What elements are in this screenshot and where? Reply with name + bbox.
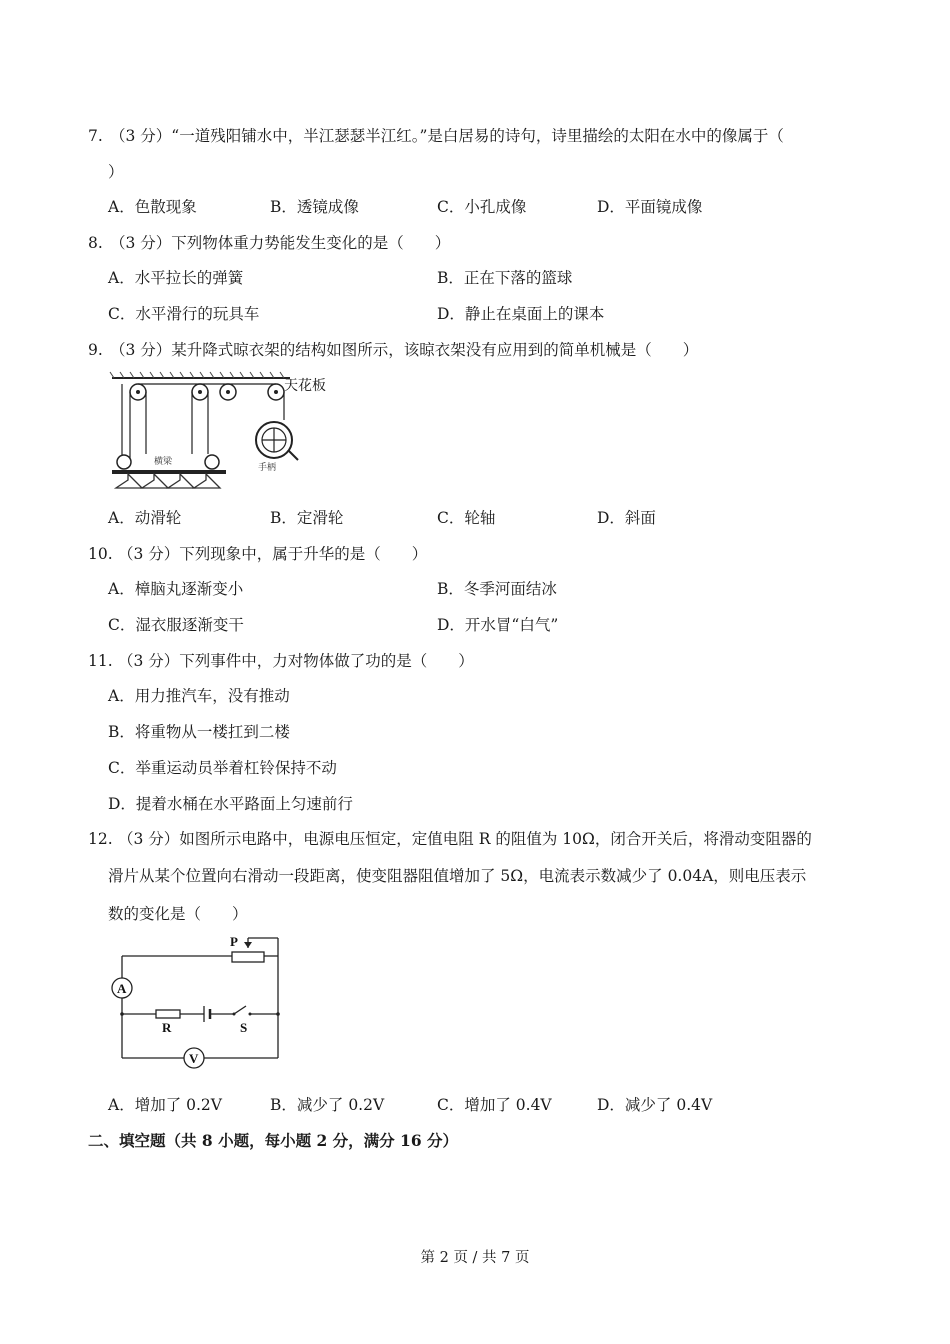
q11-option-a: A．用力推汽车，没有推动 [108, 687, 290, 705]
q12-stem-line2: 滑片从某个位置向右滑动一段距离，使变阻器阻值增加了 5Ω，电流表示数减少了 0.04A，则电压表示 [108, 867, 807, 885]
q7-option-b: B．透镜成像 [270, 198, 359, 216]
q12-stem-line3: 数的变化是（ ） [108, 905, 248, 923]
q11-number: 11. [88, 652, 113, 670]
q12-option-b: B．减少了 0.2V [270, 1096, 385, 1114]
q10-number: 10. [88, 545, 113, 563]
q8-option-b: B．正在下落的篮球 [437, 269, 573, 287]
q8-option-a: A．水平拉长的弹簧 [108, 269, 244, 287]
q10-stem: （3 分）下列现象中，属于升华的是（ ） [118, 545, 428, 563]
q9-stem: （3 分）某升降式晾衣架的结构如图所示，该晾衣架没有应用到的简单机械是（ ） [110, 341, 699, 359]
q9-option-b: B．定滑轮 [270, 509, 344, 527]
ceiling-label: 天花板 [284, 377, 326, 393]
q8-option-c: C．水平滑行的玩具车 [108, 305, 260, 323]
q10-option-b: B．冬季河面结冰 [437, 580, 557, 598]
q9-option-c: C．轮轴 [437, 509, 496, 527]
q11-option-b: B．将重物从一楼扛到二楼 [108, 723, 290, 741]
section-title: 二、填空题（共 8 小题，每小题 2 分，满分 16 分） [88, 1131, 459, 1150]
q10-option-a: A．樟脑丸逐渐变小 [108, 580, 244, 598]
switch-label: S [240, 1020, 248, 1035]
q9-option-a: A．动滑轮 [108, 509, 182, 527]
clothes-rack-figure [108, 370, 348, 495]
q7-stem-line2: ） [108, 163, 124, 181]
voltmeter-label: V [189, 1051, 199, 1066]
q12-option-a: A．增加了 0.2V [108, 1096, 222, 1114]
q11-stem: （3 分）下列事件中，力对物体做了功的是（ ） [118, 652, 474, 670]
q10-option-d: D．开水冒“白气” [437, 616, 559, 634]
circuit-figure [104, 934, 284, 1072]
q12-number: 12. [88, 830, 113, 848]
q7-option-d: D．平面镜成像 [597, 198, 703, 216]
q12-option-d: D．减少了 0.4V [597, 1096, 713, 1114]
q7-stem-line1: （3 分）“一道残阳铺水中，半江瑟瑟半江红。”是白居易的诗句，诗里描绘的太阳在水中的像属于（ [110, 127, 784, 145]
handle-label: 手柄 [258, 462, 277, 472]
resistor-label: R [162, 1020, 172, 1035]
q7-option-c: C．小孔成像 [437, 198, 527, 216]
q10-option-c: C．湿衣服逐渐变干 [108, 616, 244, 634]
q7-option-a: A．色散现象 [108, 198, 197, 216]
q8-stem: （3 分）下列物体重力势能发生变化的是（ ） [110, 234, 451, 252]
q8-number: 8. [88, 234, 103, 252]
q9-number: 9. [88, 341, 103, 359]
q11-option-c: C．举重运动员举着杠铃保持不动 [108, 759, 337, 777]
q8-option-d: D．静止在桌面上的课本 [437, 305, 605, 323]
slider-label: P [230, 934, 238, 949]
ammeter-label: A [117, 981, 127, 996]
q7-number: 7. [88, 127, 103, 145]
q12-stem-line1: （3 分）如图所示电路中，电源电压恒定，定值电阻 R 的阻值为 10Ω，闭合开关后，将滑动变阻器的 [118, 830, 812, 848]
q12-option-c: C．增加了 0.4V [437, 1096, 552, 1114]
q11-option-d: D．提着水桶在水平路面上匀速前行 [108, 795, 353, 813]
q9-option-d: D．斜面 [597, 509, 656, 527]
page-footer: 第 2 页 / 共 7 页 [420, 1250, 530, 1266]
beam-label: 横梁 [154, 456, 173, 466]
